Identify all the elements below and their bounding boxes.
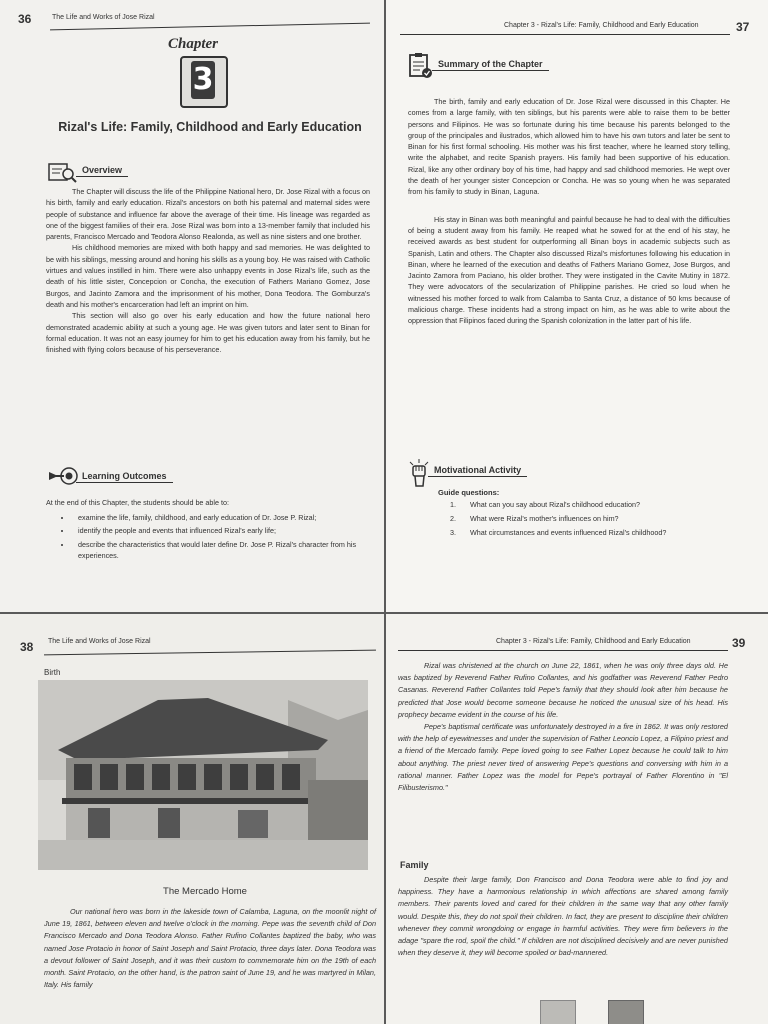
- checklist-icon: [408, 52, 434, 80]
- mercado-home-photo: [38, 680, 368, 870]
- overview-paragraph: This section will also go over his early education and how the future national hero demonstrated academic ability at such a young age. He was given tutors and later sent to Binan for formal education. It was not an easy journey for him to get his education away from his family, but he finished with flying colors because of his perseverance.: [46, 311, 370, 355]
- list-item: [450, 526, 750, 540]
- summary-text: [408, 96, 730, 327]
- learning-outcomes-heading: Learning Outcomes: [76, 470, 173, 483]
- page-38: [0, 614, 384, 1024]
- birth-paragraph: Our national hero was born in the lakeside town of Calamba, Laguna, on the moonlit night of June 19, 1861, between eleven and twelve o'clock in the morning. Pepe was the seventh child of Don Francisco Mercado and Dona Teodora Alonso. Father Rufino Collantes baptized the baby, who was named Jose Protacio in honor of Saint Joseph and Saint Protacio, three days later. Dona Teodora was a devout follower of Saint Joseph, and it was their custom to commemorate him on the 19th of each month. Saint Protacio, on the other hand, is the patron saint of June 19, and he was martyred in Milan, Italy. His family: [44, 907, 376, 990]
- page-37: [386, 0, 768, 612]
- family-paragraph: Despite their large family, Don Francisco and Dona Teodora were able to find joy and happiness. They have a harmonious relationship in which affections are shared among family members. Their parents loved and cared for their children in the same way that any other family would. Despite this, they do not spoil their children. In fact, they are present to discipline their children whenever they commit wrongdoing or engage in harmful activities. They were firm believers in the adage "spare the rod, spoil the child." If children are not disciplined decisively and are never punished when they deserve it, they will become spoiled or bad-mannered.: [398, 875, 728, 958]
- running-header: The Life and Works of Jose Rizal: [52, 14, 155, 21]
- page-number: 38: [20, 640, 34, 654]
- outcomes-intro: [46, 497, 370, 508]
- overview-heading: Overview: [76, 164, 128, 177]
- question-text: What circumstances and events influenced Rizal's childhood?: [470, 528, 667, 537]
- list-item: [450, 498, 750, 512]
- page-number: 37: [736, 20, 750, 34]
- running-header: Chapter 3 - Rizal's Life: Family, Childhood and Early Education: [504, 22, 699, 29]
- baptism-text: [398, 660, 728, 794]
- question-number: 3.: [450, 528, 456, 537]
- family-text: [398, 874, 728, 959]
- magnifier-icon: [48, 162, 78, 184]
- question-number: 1.: [450, 500, 456, 509]
- page-36: [0, 0, 384, 612]
- list-item: [450, 512, 750, 526]
- outcomes-intro-text: At the end of this Chapter, the students should be able to:: [46, 498, 230, 507]
- header-rule: [398, 650, 728, 651]
- page-39: [386, 614, 768, 1024]
- portrait-photo: [608, 1000, 644, 1024]
- portrait-photo: [540, 1000, 576, 1024]
- header-rule: [400, 34, 730, 35]
- overview-paragraph: His childhood memories are mixed with both happy and sad memories. He was delighted to be with his siblings, messing around and honing his skills as a young boy. He was raised with Catholic virtues and values instilled in him. There were also unhappy events in Jose Rizal's life, such as the death of his little sister, Concepcion or Concha, the execution of Fathers Mariano Gomez, Jose Burgos, and Jacinto Zamora and the imprisonment of his mother, Dona Teodora. The Gomburza's death and his mother's encarceration had left an imprint on him.: [46, 243, 370, 309]
- running-header: Chapter 3 - Rizal's Life: Family, Childhood and Early Education: [496, 638, 691, 645]
- outcomes-list: [46, 512, 372, 563]
- guide-questions-label: Guide questions:: [438, 488, 500, 497]
- question-text: What can you say about Rizal's childhood education?: [470, 500, 640, 509]
- family-heading: Family: [400, 860, 429, 870]
- birth-text: [44, 906, 376, 991]
- photo-caption: The Mercado Home: [163, 886, 247, 897]
- running-header: The Life and Works of Jose Rizal: [48, 638, 151, 645]
- baptism-paragraph: Pepe's baptismal certificate was unfortunately destroyed in a fire in 1862. It was only restored with the help of eyewitnesses and under the supervision of Father Leoncio Lopez, a Filipino priest and a friend of the Mercado family. Pepe loved going to see Father Lopez because he could talk to him about anything. The priest never tired of answering Pepe's questions and conversing with him in a rational manner. Father Lopez was the model for Pepe's portrayal of Father Florentino in "El Filibusterismo.": [398, 722, 728, 793]
- list-item: • examine the life, family, childhood, and early education of Dr. Jose P. Rizal;: [72, 512, 372, 523]
- guide-questions-list: [450, 498, 750, 540]
- target-arrow-icon: [48, 466, 78, 486]
- summary-paragraph: His stay in Binan was both meaningful and painful because he had to deal with the difficulties of being a student away from his family. He reaped what he sowed for at the end of his stay, he received awards as best student for outperforming all Binan boys in academic subjects such as Spanish, Latin and others. The Chapter also discussed Rizal's misfortunes following his education in Binan, where he learned of the execution and deaths of Fathers Mariano Gomez, Jose Burgos, and Jacinto Zamora from Paciano, his older brother. They were instigated in the Cavite Mutiny in 1872. They were advocators of the secularization of Philippine parishes. He cried so loud when he witnessed his mother forced to walk from Calamba to Santa Cruz, a distance of 50 kms because of malicious charge. These incidents had a strong impact on him, as he was able to write about the oppression that Filipinos faced during the Spanish colonization in the latter part of his life.: [408, 214, 730, 326]
- chapter-number-badge: [180, 56, 228, 108]
- chapter-title: Rizal's Life: Family, Childhood and Early Education: [58, 120, 362, 134]
- chapter-number: 3: [192, 62, 214, 97]
- list-item: • identify the people and events that influenced Rizal's early life;: [72, 525, 372, 536]
- page-number: 39: [732, 636, 746, 650]
- question-number: 2.: [450, 514, 456, 523]
- summary-paragraph: The birth, family and early education of Dr. Jose Rizal were discussed in this Chapter. He comes from a large family, with ten siblings, but his parents were able to raise them to be better persons and Filipinos. He was so fortunate during his time because his parents belonged to the group of the principales and ilustrados, which allowed him to have his own tutors and later be sent to Binan for his first formal schooling. His mother was his first teacher, where he learned story telling, write the alphabet, and recite Spanish prayers. His family had been supportive of his education. Rizal, like any other ordinary boy of his time, had happy and sad childhood memories. He wept over the death of her younger sister Concepcion or Concha. He was so young when he was separated from his family to study in Binan, Laguna.: [408, 97, 730, 197]
- header-rule: [50, 23, 370, 31]
- chapter-word: Chapter: [168, 36, 219, 52]
- baptism-paragraph: Rizal was christened at the church on June 22, 1861, when he was only three days old. He was baptized by Reverend Father Rufino Collantes, and his godfather was Reverend Father Pedro Casanas. Reverend Father Collantes told Pepe's family that they should look after him because he predicted that Jose would become someone because he noticed the unusual size of his head. His prophecy became evident in the course of his life.: [398, 661, 728, 719]
- birth-label: Birth: [44, 668, 61, 677]
- overview-text: [46, 186, 370, 355]
- summary-heading: Summary of the Chapter: [432, 58, 549, 71]
- overview-paragraph: The Chapter will discuss the life of the Philippine National hero, Dr. Jose Rizal with a focus on his birth, family and early education. Rizal's ancestors on both his paternal and maternal sides were people of substance and influence far above the average of their time. His lineage was regarded as one of the biggest families of their era. Jose Rizal was born into a 13-member family that included his parents, Francisco Mercado and Teodora Alonso Realonda, as well as nine sisters and one brother.: [46, 187, 370, 242]
- list-item: • describe the characteristics that would later define Dr. Jose P. Rizal's character from his experiences.: [72, 539, 372, 562]
- question-text: What were Rizal's mother's influences on him?: [470, 514, 619, 523]
- header-rule: [44, 650, 376, 656]
- motivational-activity-heading: Motivational Activity: [428, 464, 527, 477]
- page-number: 36: [18, 12, 32, 26]
